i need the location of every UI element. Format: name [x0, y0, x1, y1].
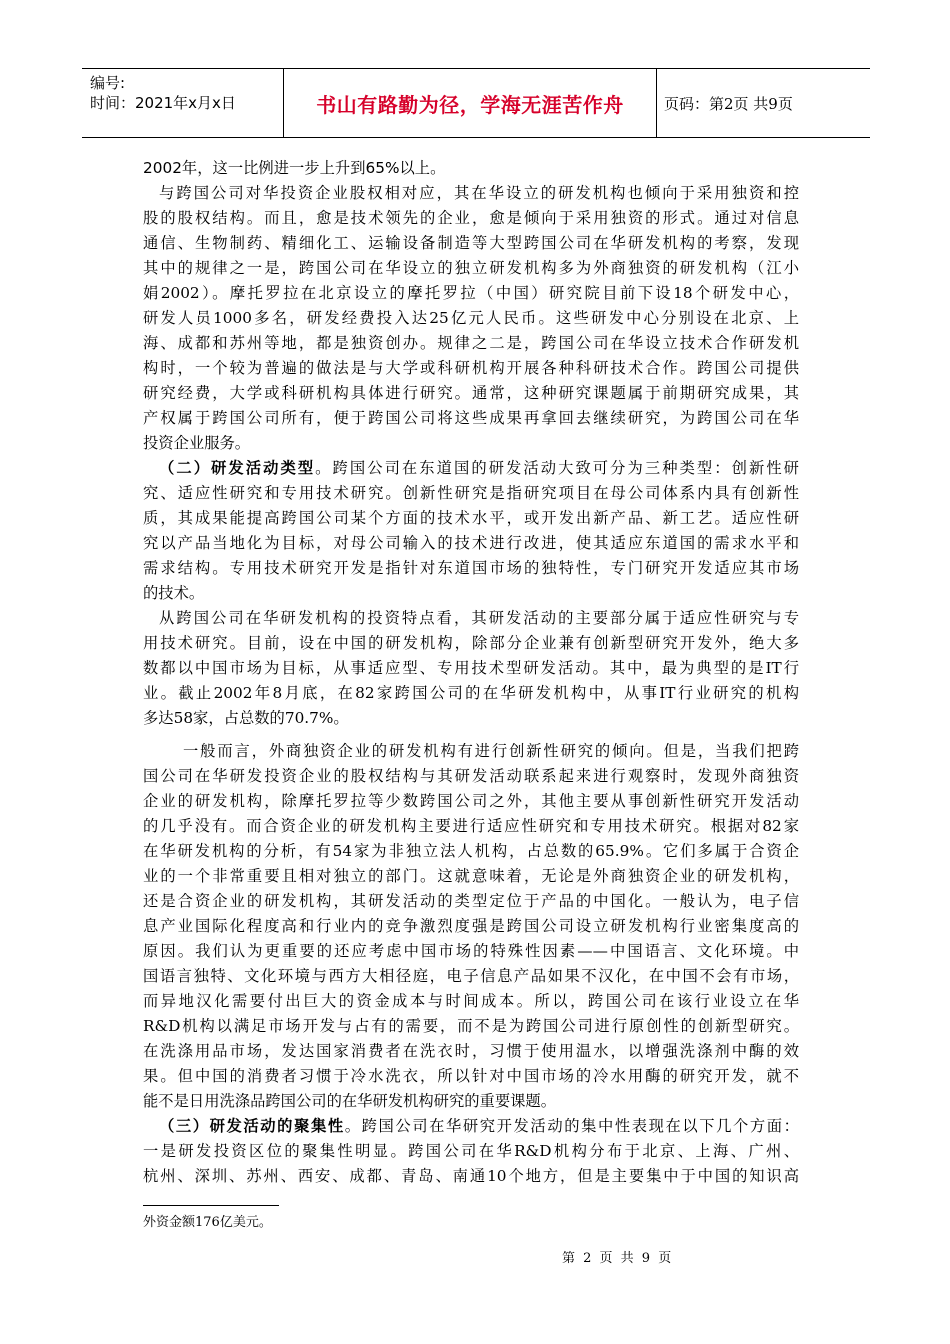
text-line: 而异地汉化需要付出巨大的资金成本与时间成本。所以，跨国公司在该行业设立在华 [143, 992, 799, 1010]
text-line [143, 1114, 799, 1139]
paragraph-3 [143, 456, 799, 606]
text-line: 国语言独特、文化环境与西方大相径庭，电子信息产品如果不汉化，在中国不会有市场， [143, 967, 799, 985]
text-line: 海、成都和苏州等地，都是独资创办。规律之二是，跨国公司在华设立技术合作研发机 [143, 334, 799, 352]
text-line: 质，其成果能提高跨国公司某个方面的技术水平，或开发出新产品、新工艺。适应性研 [143, 509, 799, 527]
text-line: 果。但中国的消费者习惯于冷水洗衣，所以针对中国市场的冷水用酶的研究开发，就不 [143, 1067, 799, 1085]
section-heading: （三）研发活动的聚集性 [159, 1117, 345, 1135]
document-body [143, 156, 799, 1189]
time-label: 时间：2021年x月x日 [90, 94, 236, 112]
text-line: 的技术。 [143, 584, 205, 602]
text-line: 杭州、深圳、苏州、西安、成都、青岛、南通10个地方，但是主要集中于中国的知识高 [143, 1167, 799, 1185]
text-line: 能不是日用洗涤品跨国公司的在华研发机构研究的重要课题。 [143, 1092, 557, 1110]
text-line: R&D机构以满足市场开发与占有的需要，而不是为跨国公司进行原创性的创新型研究。 [143, 1017, 799, 1035]
paragraph-6 [143, 1114, 799, 1189]
text-line: 构时，一个较为普遍的做法是与大学或科研机构开展各种科研技术合作。跨国公司提供 [143, 359, 799, 377]
text-line: 研究经费，大学或科研机构具体进行研究。通常，这种研究课题属于前期研究成果，其 [143, 384, 799, 402]
page-header [82, 68, 870, 138]
footnote-separator [143, 1205, 279, 1206]
text-line: 业的一个非常重要且相对独立的部门。这就意味着，无论是外商独资企业的研发机构， [143, 867, 799, 885]
text-line: 通信、生物制药、精细化工、运输设备制造等大型跨国公司在华研发机构的考察，发现 [143, 234, 799, 252]
text-run: 。跨国公司在东道国的研发活动大致可分为三种类型：创新性研 [315, 459, 799, 477]
paragraph-4 [143, 606, 799, 731]
text-line: 股的股权结构。而且，愈是技术领先的企业，愈是倾向于采用独资的形式。通过对信息 [143, 209, 799, 227]
footnote-text: 外资金额176亿美元。 [143, 1215, 272, 1230]
text-line: 与跨国公司对华投资企业股权相对应，其在华设立的研发机构也倾向于采用独资和控 [159, 184, 799, 202]
paragraph-2 [143, 181, 799, 456]
header-page-info: 页码：第2页 共9页 [664, 94, 793, 113]
text-line: 国公司在华研发投资企业的股权结构与其研发活动联系起来进行观察时，发现外商独资 [143, 767, 799, 785]
text-line: 的几乎没有。而合资企业的研发机构主要进行适应性研究和专用技术研究。根据对82家 [143, 817, 799, 835]
text-line: 一是研发投资区位的聚集性明显。跨国公司在华R&D机构分布于北京、上海、广州、 [143, 1142, 799, 1160]
text-line: 多达58家，占总数的70.7%。 [143, 709, 349, 727]
text-line: 其中的规律之一是，跨国公司在华设立的独立研发机构多为外商独资的研发机构（江小 [143, 259, 799, 277]
text-line: 投资企业服务。 [143, 434, 251, 452]
text-line: 在洗涤用品市场，发达国家消费者在洗衣时，习惯于使用温水，以增强洗涤剂中酶的效 [143, 1042, 799, 1060]
text-line: 原因。我们认为更重要的还应考虑中国市场的特殊性因素——中国语言、文化环境。中 [143, 942, 799, 960]
text-line [143, 456, 799, 481]
header-left-cell [82, 69, 282, 137]
text-line: 业。截止2002年8月底，在82家跨国公司的在华研发机构中，从事IT行业研究的机构 [143, 684, 799, 702]
text-line: 息产业国际化程度高和行业内的竞争激烈度强是跨国公司设立研发机构行业密集度高的 [143, 917, 799, 935]
text-line: 还是合资企业的研发机构，其研发活动的类型定位于产品的中国化。一般认为，电子信 [143, 892, 799, 910]
text-line: 企业的研发机构，除摩托罗拉等少数跨国公司之外，其他主要从事创新性研究开发活动 [143, 792, 799, 810]
text-line: 数都以中国市场为目标，从事适应型、专用技术型研发活动。其中，最为典型的是IT行 [143, 659, 799, 677]
text-line: 用技术研究。目前，设在中国的研发机构，除部分企业兼有创新型研究开发外，绝大多 [143, 634, 799, 652]
text-line: 产权属于跨国公司所有，便于跨国公司将这些成果再拿回去继续研究，为跨国公司在华 [143, 409, 799, 427]
text-line: 娟2002）。摩托罗拉在北京设立的摩托罗拉（中国）研究院目前下设18个研发中心， [143, 284, 799, 302]
text-line: 究以产品当地化为目标，对母公司输入的技术进行改进，使其适应东道国的需求水平和 [143, 534, 799, 552]
paragraph-5 [143, 739, 799, 1114]
section-heading: （二）研发活动类型 [159, 459, 316, 477]
text-line: 2002年，这一比例进一步上升到65%以上。 [143, 159, 446, 177]
serial-label: 编号: [90, 74, 126, 92]
header-divider [656, 69, 657, 137]
text-line: 研发人员1000多名，研发经费投入达25亿元人民币。这些研发中心分别设在北京、上 [143, 309, 799, 327]
header-motto: 书山有路勤为径，学海无涯苦作舟 [316, 92, 624, 117]
text-line: 从跨国公司在华研发机构的投资特点看，其研发活动的主要部分属于适应性研究与专 [159, 609, 799, 627]
text-line: 在华研发机构的分析，有54家为非独立法人机构，占总数的65.9%。它们多属于合资企 [143, 842, 799, 860]
text-run: 。跨国公司在华研究开发活动的集中性表现在以下几个方面： [344, 1117, 799, 1135]
paragraph-1 [143, 156, 799, 181]
text-line: 究、适应性研究和专用技术研究。创新性研究是指研究项目在母公司体系内具有创新性 [143, 484, 799, 502]
page-number: 第 2 页 共 9 页 [562, 1251, 674, 1266]
text-line: 一般而言，外商独资企业的研发机构有进行创新性研究的倾向。但是，当我们把跨 [183, 742, 799, 760]
text-line: 需求结构。专用技术研究开发是指针对东道国市场的独特性，专门研究开发适应其市场 [143, 559, 799, 577]
